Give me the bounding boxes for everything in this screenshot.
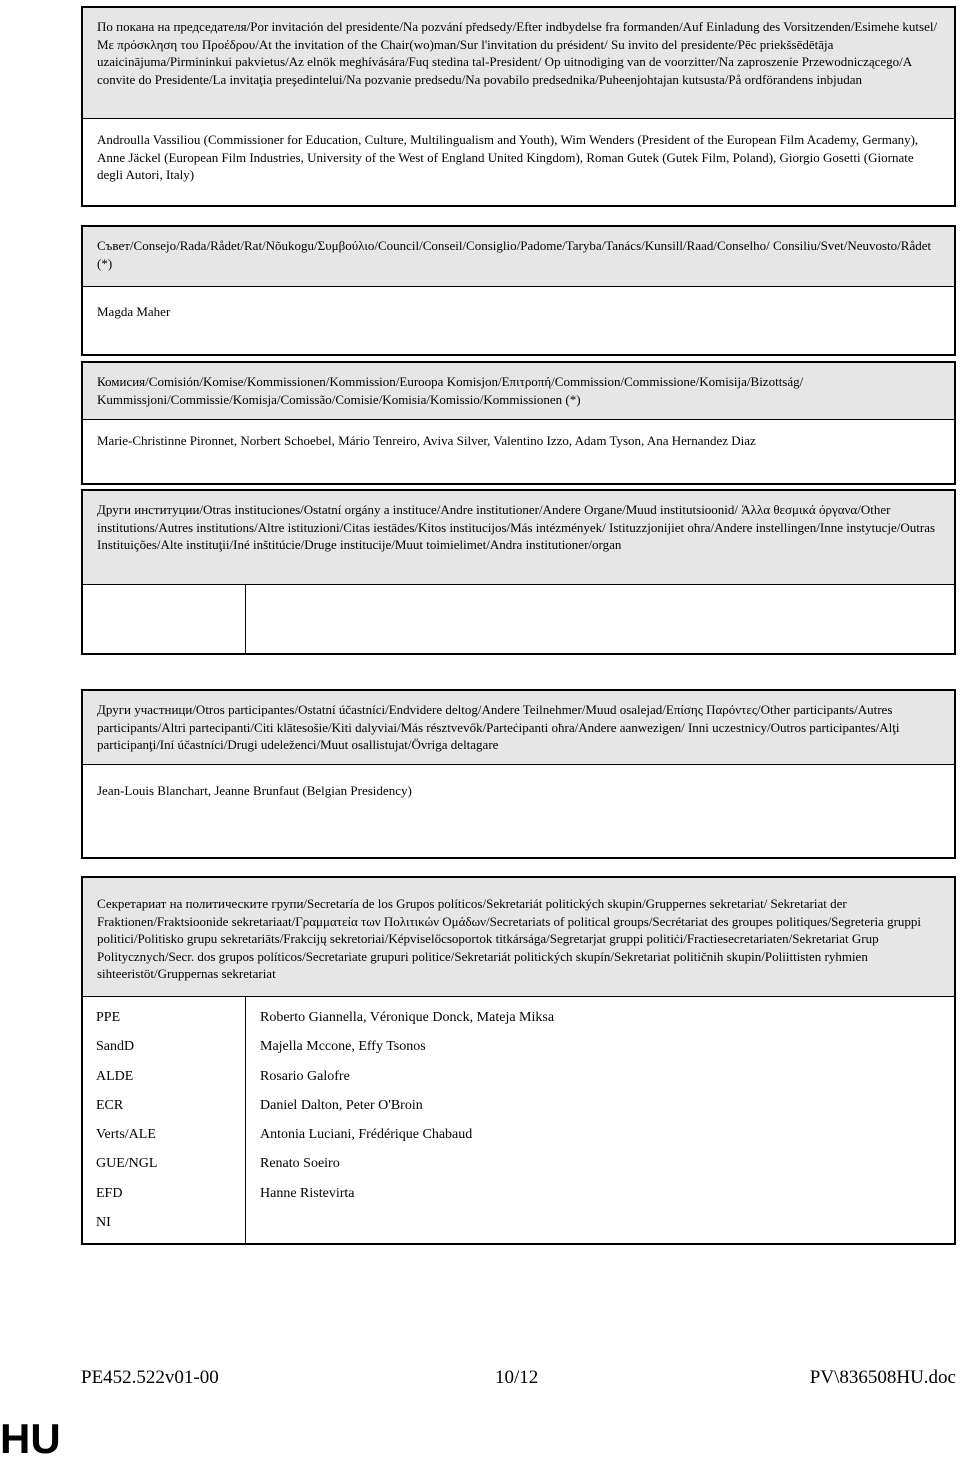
group-members bbox=[246, 1214, 954, 1243]
commission-members: Marie-Christinne Pironnet, Norbert Schoebel, Mário Tenreiro, Aviva Silver, Valentino Izzo, Adam Tyson, Ana Hernandez Diaz bbox=[97, 433, 756, 448]
institutions-section bbox=[81, 489, 956, 655]
group-members: Hanne Ristevirta bbox=[260, 1185, 355, 1201]
secretariat-section bbox=[81, 876, 956, 1245]
commission-header: Комисия/Comisión/Komise/Kommissionen/Kommission/Euroopa Komisjon/Επιτροπή/Commission/Commissione/Komisija/Bizottság/ Kummissjoni/Commissie/Komisja/Comissão/Comisie/Komisia/Komissio/Kommissionen (*) bbox=[83, 363, 954, 420]
group-members: Roberto Giannella, Véronique Donck, Mateja Miksa bbox=[260, 1010, 555, 1025]
group-name: Verts/ALE bbox=[96, 1127, 156, 1143]
institutions-header: Други институции/Otras instituciones/Ostatní orgány a instituce/Andre institutioner/Andere Organe/Muud institutsioonid/ Άλλα θεσμικά όργανα/Other institutions/Autres institutions/Altre istituzioni/Citas iestādes/Kitos institucijos/Más intézmények/ Istituzzjonijiet oħra/Andere instellingen/Inne instytucje/Outras Instituições/Alte instituţii/Iné inštitúcie/Druge institucije/Muut toimielimet/Andra institutioner/organ bbox=[83, 491, 954, 585]
chair-invitation-guests: Androulla Vassiliou (Commissioner for Education, Culture, Multilingualism and Youth), Wim Wenders (President of the European Film Academy, Germany), Anne Jäckel (European Film Industries, University of the West of England United Kingdom), Roman Gutek (Gutek Film, Poland), Giorgio Gosetti (Giornate degli Autori, Italy) bbox=[97, 132, 919, 182]
chair-invitation-header: По покана на председателя/Por invitación del presidente/Na pozvání předsedy/Efter indbydelse fra formanden/Auf Einladung des Vorsitzenden/Esimehe kutsel/Με πρόσκληση του Προέδρου/At the invitation of the Chair(wo)man/Sur l'invitation du président/ Su invito del presidente/Pēc priekšsēdētāja uzaicinājuma/Pirmininkui pakvietus/Az elnök meghívására/Fuq stedina tal-President/ Op uitnodiging van de voorzitter/Na zaproszenie Przewodniczącego/A convite do Presidente/La invitaţia preşedintelui/Na pozvanie predsedu/Na povabilo predsednika/Puheenjohtajan kutsusta/På ordförandens inbjudan bbox=[83, 8, 954, 119]
council-section bbox=[81, 225, 956, 356]
group-members: Majella Mccone, Effy Tsonos bbox=[260, 1039, 426, 1055]
chair-invitation-section bbox=[81, 6, 956, 207]
group-name: EFD bbox=[96, 1185, 123, 1201]
council-header: Съвет/Consejo/Rada/Rådet/Rat/Nõukogu/Συμβούλιο/Council/Conseil/Consiglio/Padome/Taryba/Tanács/Kunsill/Raad/Conselho/ Consiliu/Svet/Neuvosto/Rådet (*) bbox=[83, 227, 954, 287]
institutions-table bbox=[83, 585, 954, 655]
group-members: Rosario Galofre bbox=[260, 1068, 350, 1084]
institutions-table-right-cell bbox=[246, 585, 954, 655]
group-names-column bbox=[83, 997, 246, 1243]
council-members: Magda Maher bbox=[97, 304, 171, 319]
participants-members: Jean-Louis Blanchart, Jeanne Brunfaut (Belgian Presidency) bbox=[97, 783, 412, 798]
participants-header: Други участници/Otros participantes/Ostatní účastníci/Endvidere deltog/Andere Teilnehmer/Muud osalejad/Επίσης Παρόντες/Other participants/Autres participants/Altri partecipanti/Citi klātesošie/Kiti dalyviai/Más résztvevők/Parteċipanti oħra/Andere aanwezigen/ Inni uczestnicy/Outros participantes/Alţi participanţi/Iní účastníci/Drugi udeleženci/Muut osallistujat/Övriga deltagare bbox=[83, 691, 954, 765]
group-name: GUE/NGL bbox=[96, 1156, 158, 1172]
group-name: ECR bbox=[96, 1097, 124, 1113]
group-members: Renato Soeiro bbox=[260, 1156, 340, 1172]
commission-section bbox=[81, 361, 956, 485]
secretariat-header: Секретариат на политическите групи/Secretaría de los Grupos políticos/Sekretariát politických skupin/Gruppernes sekretariat/ Sekretariat der Fraktionen/Fraktsioonide sekretariaat/Γραμματεία των Πολιτικών Ομάδων/Secretariats of political groups/Secrétariat des groupes politiques/Segreteria gruppi politici/Politisko grupu sekretariāts/Frakcijų sekretoriai/Képviselőcsoportok titkársága/Segretarjat gruppi politiċi/Fractiesecretariaten/Sekretariat Grup Politycznych/Secr. dos grupos políticos/Secretariate grupuri politice/Sekretariát politických skupín/Sekretariat političnih skupin/Poliittisten ryhmien sihteeristöt/Gruppernas sekretariat bbox=[83, 878, 954, 997]
group-members: Antonia Luciani, Frédérique Chabaud bbox=[260, 1127, 473, 1143]
footer-doc-reference: PE452.522v01-00 bbox=[81, 1367, 219, 1388]
language-code: HU bbox=[0, 1415, 61, 1462]
group-name: SandD bbox=[96, 1039, 135, 1055]
group-members: Daniel Dalton, Peter O'Broin bbox=[260, 1097, 423, 1113]
footer-file-name: PV\836508HU.doc bbox=[809, 1367, 956, 1388]
group-name: ALDE bbox=[96, 1068, 134, 1084]
secretariat-groups-table bbox=[83, 997, 954, 1243]
group-name: NI bbox=[96, 1215, 111, 1231]
group-members-column bbox=[246, 997, 954, 1243]
institutions-table-left-cell bbox=[83, 585, 246, 655]
group-name: PPE bbox=[96, 1010, 121, 1025]
participants-section bbox=[81, 689, 956, 859]
footer-page-number: 10/12 bbox=[495, 1367, 539, 1388]
